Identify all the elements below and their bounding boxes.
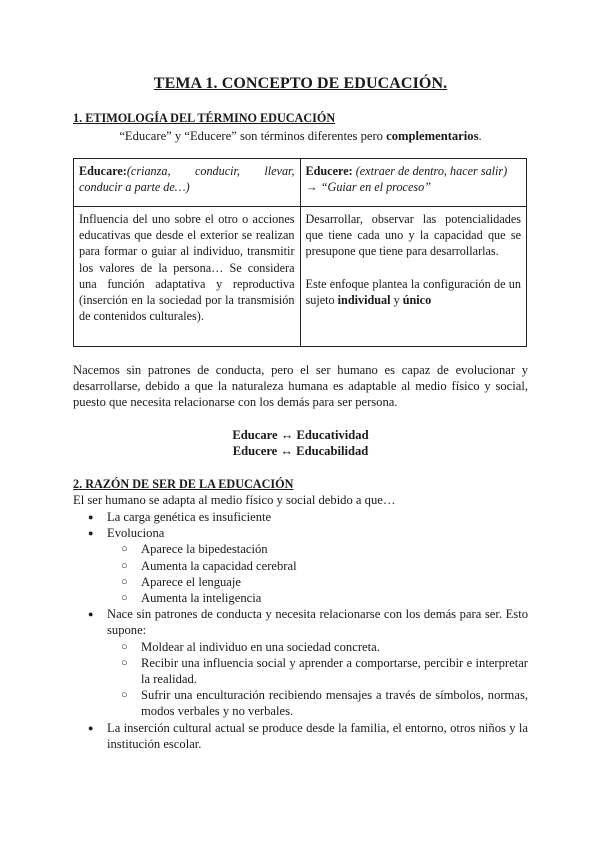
table-cell-educare-body: Influencia del uno sobre el otro o acciones educativas que desde el exterior se realizan para formar o guiar al individuo, transmitir los valores de la persona… Se considera una función adaptativa y reproductiva (inserción en la sociedad por la transmisión de contenidos culturales). [74,207,301,347]
section-intro: El ser humano se adapta al medio físico y social debido a que… [73,493,396,507]
list-item: ○ Sufrir una enculturación recibiendo mensajes a través de símbolos, normas, modos verbales y no verbales. [107,687,528,719]
table-cell-educere-header: Educere: (extraer de dentro, hacer salir) → “Guiar en el proceso” [300,159,527,207]
arrow-right-icon: → [305,180,321,195]
list-item: ○ Recibir una influencia social y aprender a comportarse, percibir e interpretar la realidad. [107,655,528,687]
list-item: ○ Aparece el lenguaje [107,574,528,590]
table-cell-educere-body: Desarrollar, observar las potencialidades que tiene cada uno y la capacidad que se presupone que tiene para desarrollarlas. Este enfoque plantea la configuración de un sujeto individual y único [300,207,527,347]
formula-educare: Educare ↔ Educatividad [232,428,369,442]
section-intro: “Educare” y “Educere” son términos diferentes pero complementarios. [119,129,482,143]
section-heading-etimologia: 1. ETIMOLOGÍA DEL TÉRMINO EDUCACIÓN [73,111,336,125]
body-paragraph: Nacemos sin patrones de conducta, pero el ser humano es capaz de evolucionar y desarrollarse, debido a que la naturaleza humana es adaptable al medio físico y social, puesto que necesita relacionarse con los demás para ser persona. [73,363,528,410]
section-heading-razon: 2. RAZÓN DE SER DE LA EDUCACIÓN [73,477,294,491]
list-item: ○ Aumenta la inteligencia [107,590,528,606]
table-row [74,159,527,207]
sub-list [107,541,528,606]
list-item: ○ Aparece la bipedestación [107,541,528,557]
table-row [74,207,527,347]
comparison-table [73,158,527,347]
page-title: TEMA 1. CONCEPTO DE EDUCACIÓN. [153,75,448,92]
list-item: ● Evoluciona ○ Aparece la bipedestación ○ Aumenta la capacidad cerebral ○ Aparece el lenguaje ○ Aumenta la inteligencia [73,525,528,606]
list-item: ● Nace sin patrones de conducta y necesita relacionarse con los demás para ser. Esto supone: ○ Moldear al individuo en una sociedad concreta. ○ Recibir una influencia social y aprender a comportarse, percibir e interpretar la realidad. ○ Sufrir una enculturación recibiendo mensajes a través de símbolos, normas, modos verbales y no verbales. [73,606,528,719]
list-item: ○ Aumenta la capacidad cerebral [107,558,528,574]
formula-educere: Educere ↔ Educabilidad [232,444,369,459]
list-item: ○ Moldear al individuo en una sociedad concreta. [107,639,528,655]
list-item: ● La inserción cultural actual se produce desde la familia, el entorno, otros niños y la institución escolar. [73,720,528,752]
formula-block [73,427,528,459]
list-item: ● La carga genética es insuficiente [73,509,528,525]
sub-list [107,639,528,720]
bullet-list [73,509,528,752]
table-cell-educare-header: Educare:(crianza, conducir, llevar, conducir a parte de…) [74,159,301,207]
